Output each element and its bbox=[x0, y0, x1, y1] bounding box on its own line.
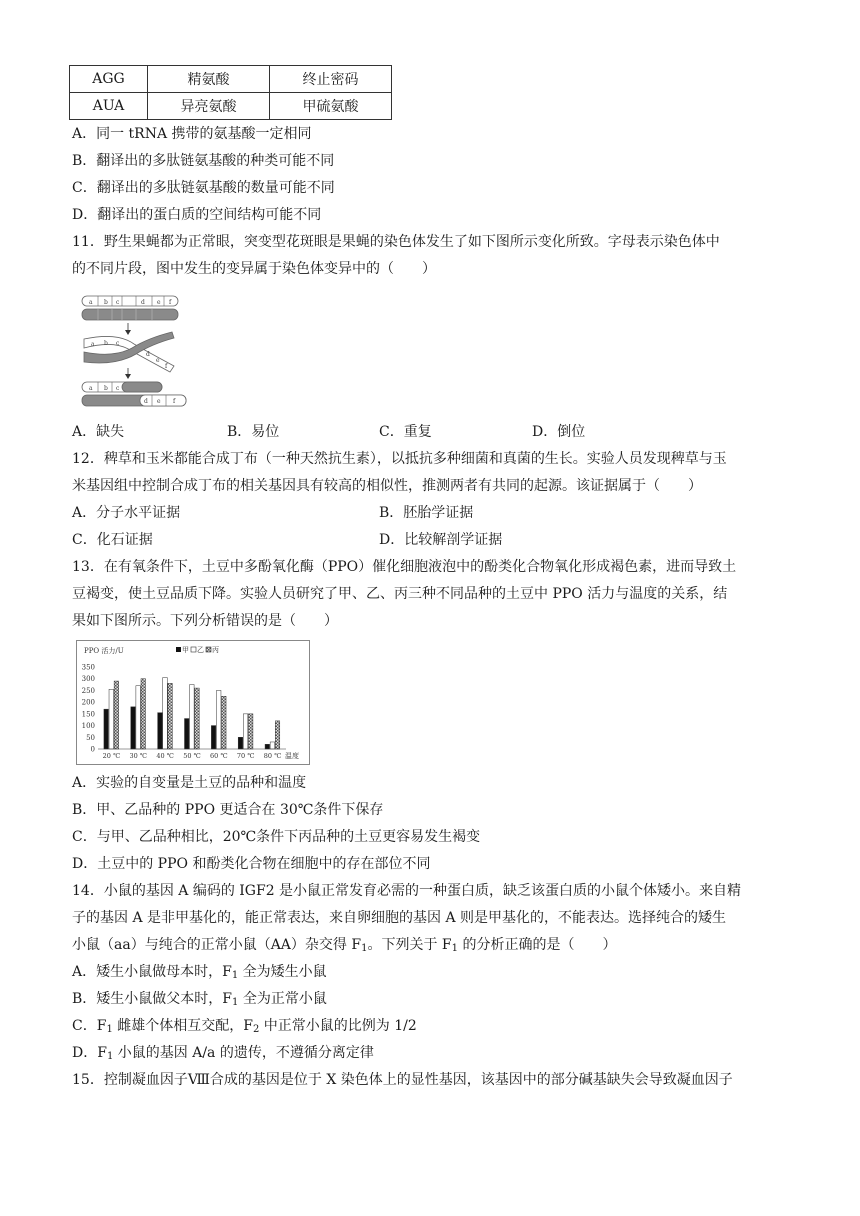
table-cell: 精氨酸 bbox=[148, 66, 270, 93]
y-tick-label: 250 bbox=[81, 686, 95, 695]
q12-stem-line1: 12．稗草和玉米都能合成丁布（一种天然抗生素），以抵抗多种细菌和真菌的生长。实验人员发现稗草与玉 bbox=[72, 451, 727, 467]
q13-stem-line2: 豆褐变，使土豆品质下降。实验人员研究了甲、乙、丙三种不同品种的土豆中 PPO 活力与温度的关系，结 bbox=[72, 586, 728, 602]
text-run: 中正常小鼠的比例为 1/2 bbox=[259, 1018, 417, 1034]
subscript: 1 bbox=[451, 943, 458, 954]
x-tick-label: 30 ℃ bbox=[129, 752, 148, 760]
gene-label: b bbox=[104, 299, 108, 306]
bar-甲-40℃ bbox=[158, 713, 163, 749]
text-run: 全为正常小鼠 bbox=[238, 991, 327, 1007]
q12-option-b: B．胚胎学证据 bbox=[379, 505, 474, 521]
bar-丙-60℃ bbox=[222, 696, 227, 749]
q10-option-d: D．翻译出的蛋白质的空间结构可能不同 bbox=[72, 207, 322, 223]
table-cell: AGG bbox=[70, 66, 148, 93]
table-cell: 甲硫氨酸 bbox=[270, 93, 392, 120]
q12-stem-line2: 米基因组中控制合成丁布的相关基因具有较高的相似性，推测两者有共同的起源。该证据属于（ ） bbox=[72, 478, 702, 494]
q11-option-c: C．重复 bbox=[379, 424, 432, 440]
subscript: 2 bbox=[252, 1024, 260, 1035]
gene-label: a bbox=[89, 299, 93, 306]
q14-stem-line2: 子的基因 A 是非甲基化的，能正常表达，来自卵细胞的基因 A 则是甲基化的，不能表达。选择纯合的矮生 bbox=[72, 910, 727, 926]
table-row bbox=[70, 93, 392, 120]
gene-label: a bbox=[89, 385, 93, 392]
bar-乙-80℃ bbox=[270, 742, 275, 749]
gene-label: b bbox=[104, 340, 108, 347]
chromosome-result-bottom bbox=[82, 395, 186, 406]
gene-label: a bbox=[91, 341, 95, 348]
q11-stem-line1: 11．野生果蝇都为正常眼，突变型花斑眼是果蝇的染色体发生了如下图所示变化所致。字母表示染色体中 bbox=[72, 234, 720, 250]
q14-option-c bbox=[72, 1016, 417, 1040]
table-cell: 异亮氨酸 bbox=[148, 93, 270, 120]
arrow-down-icon bbox=[125, 368, 131, 379]
ppo-bar-chart bbox=[76, 640, 310, 765]
gene-label: d bbox=[141, 299, 145, 306]
table-row bbox=[70, 66, 392, 93]
bar-乙-20℃ bbox=[109, 689, 114, 749]
text-run: 雌雄个体相互交配，F bbox=[112, 1018, 253, 1034]
chromosome-result-top bbox=[82, 382, 162, 392]
gene-label: f bbox=[169, 299, 172, 306]
q14-stem-line3 bbox=[72, 935, 616, 959]
table-cell: 终止密码 bbox=[270, 66, 392, 93]
text-run: C．F bbox=[72, 1018, 107, 1034]
subscript: 1 bbox=[106, 1024, 113, 1035]
x-axis-title: 温度 bbox=[285, 752, 299, 760]
x-tick-label: 70 ℃ bbox=[236, 752, 255, 760]
bar-乙-50℃ bbox=[190, 685, 195, 749]
codon-table bbox=[69, 65, 392, 120]
bar-甲-20℃ bbox=[104, 709, 109, 749]
bar-丙-50℃ bbox=[195, 688, 200, 749]
legend-swatch-bing bbox=[206, 647, 211, 652]
q12-option-c: C．化石证据 bbox=[72, 532, 153, 548]
bar-丙-40℃ bbox=[168, 683, 173, 749]
gene-label: e bbox=[157, 299, 161, 306]
bar-丙-30℃ bbox=[141, 679, 146, 749]
arrow-down-icon bbox=[125, 323, 131, 335]
y-tick-label: 0 bbox=[90, 745, 95, 754]
q13-option-d: D．土豆中的 PPO 和酚类化合物在细胞中的存在部位不同 bbox=[72, 856, 431, 872]
y-tick-label: 150 bbox=[81, 710, 95, 719]
legend-label: 甲 bbox=[182, 646, 189, 654]
y-axis-title: PPO 活力/U bbox=[84, 647, 124, 655]
text-run: D．F bbox=[72, 1045, 107, 1061]
q14-option-b bbox=[72, 989, 327, 1013]
q13-stem-line3: 果如下图所示。下列分析错误的是（ ） bbox=[72, 613, 338, 629]
bar-甲-80℃ bbox=[265, 744, 270, 749]
legend-label: 丙 bbox=[212, 646, 219, 654]
y-tick-label: 50 bbox=[86, 733, 95, 742]
gene-label: d bbox=[144, 398, 148, 405]
q14-option-a bbox=[72, 962, 327, 986]
bar-丙-80℃ bbox=[275, 721, 280, 749]
text-run: A．矮生小鼠做母本时，F bbox=[72, 964, 232, 980]
text-run: 小鼠（aa）与纯合的正常小鼠（AA）杂交得 F bbox=[72, 937, 362, 953]
chromosome-figure bbox=[78, 292, 198, 412]
subscript: 1 bbox=[232, 997, 239, 1008]
q13-option-b: B．甲、乙品种的 PPO 更适合在 30℃条件下保存 bbox=[72, 802, 384, 818]
q10-option-b: B．翻译出的多肽链氨基酸的种类可能不同 bbox=[72, 153, 335, 169]
text-run: 的分析正确的是（ ） bbox=[458, 937, 617, 953]
bar-甲-30℃ bbox=[131, 707, 136, 749]
text-run: 小鼠的基因 A/a 的遗传，不遵循分离定律 bbox=[113, 1045, 374, 1061]
x-tick-label: 50 ℃ bbox=[183, 752, 201, 760]
gene-label: c bbox=[116, 340, 120, 347]
gene-label: d bbox=[146, 351, 150, 358]
q11-stem-line2: 的不同片段，图中发生的变异属于染色体变异中的（ ） bbox=[72, 261, 436, 277]
subscript: 1 bbox=[106, 1051, 114, 1062]
q11-option-b: B．易位 bbox=[227, 424, 280, 440]
gene-label: e bbox=[156, 357, 160, 364]
chromosome-top-gray bbox=[82, 309, 178, 320]
text-run: 。下列关于 F bbox=[367, 937, 452, 953]
gene-label: c bbox=[116, 299, 120, 306]
x-tick-label: 20 ℃ bbox=[102, 752, 121, 760]
bar-乙-40℃ bbox=[163, 678, 168, 749]
x-tick-label: 60 ℃ bbox=[210, 752, 228, 760]
q11-option-a: A．缺失 bbox=[72, 424, 125, 440]
bar-丙-20℃ bbox=[114, 681, 119, 749]
q14-option-d bbox=[72, 1043, 374, 1067]
q11-option-d: D．倒位 bbox=[532, 424, 586, 440]
subscript: 1 bbox=[361, 943, 368, 954]
q12-option-a: A．分子水平证据 bbox=[72, 505, 181, 521]
gene-label: b bbox=[104, 385, 108, 392]
bar-甲-70℃ bbox=[238, 737, 243, 749]
gene-label: f bbox=[173, 398, 176, 405]
gene-label: c bbox=[116, 385, 120, 392]
legend-swatch-jia bbox=[176, 647, 181, 652]
text-run: 全为矮生小鼠 bbox=[238, 964, 327, 980]
subscript: 1 bbox=[231, 970, 239, 981]
q13-option-c: C．与甲、乙品种相比，20℃条件下丙品种的土豆更容易发生褐变 bbox=[72, 829, 481, 845]
table-cell: AUA bbox=[70, 93, 148, 120]
legend-label: 乙 bbox=[197, 646, 204, 654]
q14-stem-line1: 14．小鼠的基因 A 编码的 IGF2 是小鼠正常发育必需的一种蛋白质，缺乏该蛋白质的小鼠个体矮小。来自精 bbox=[72, 883, 742, 899]
y-tick-label: 350 bbox=[81, 663, 95, 672]
q15-stem-line1: 15．控制凝血因子Ⅷ合成的基因是位于 X 染色体上的显性基因，该基因中的部分碱基缺失会导致凝血因子 bbox=[72, 1072, 733, 1088]
bar-甲-60℃ bbox=[211, 726, 216, 749]
y-tick-label: 300 bbox=[81, 675, 95, 684]
chromosome-crossing bbox=[84, 332, 174, 372]
bar-乙-70℃ bbox=[243, 714, 248, 749]
y-tick-label: 200 bbox=[81, 698, 95, 707]
bar-甲-50℃ bbox=[185, 719, 190, 749]
q13-stem-line1: 13．在有氧条件下，土豆中多酚氧化酶（PPO）催化细胞液泡中的酚类化合物氧化形成褐色素，进而导致土 bbox=[72, 559, 737, 575]
q12-option-d: D．比较解剖学证据 bbox=[379, 532, 503, 548]
legend-swatch-yi bbox=[191, 647, 196, 652]
bar-乙-30℃ bbox=[136, 686, 141, 749]
text-run: B．矮生小鼠做父本时，F bbox=[72, 991, 233, 1007]
q13-option-a: A．实验的自变量是土豆的品种和温度 bbox=[72, 775, 307, 791]
chromosome-top-white bbox=[82, 296, 178, 306]
y-tick-label: 100 bbox=[81, 722, 95, 731]
q10-option-a: A．同一 tRNA 携带的氨基酸一定相同 bbox=[72, 126, 312, 142]
bar-乙-60℃ bbox=[216, 690, 221, 749]
q10-option-c: C．翻译出的多肽链氨基酸的数量可能不同 bbox=[72, 180, 335, 196]
x-tick-label: 40 ℃ bbox=[156, 752, 174, 760]
gene-label: e bbox=[157, 398, 161, 405]
bar-丙-70℃ bbox=[248, 714, 253, 749]
x-tick-label: 80 ℃ bbox=[263, 752, 282, 760]
chart-legend bbox=[176, 646, 219, 654]
gene-label: f bbox=[165, 363, 168, 370]
